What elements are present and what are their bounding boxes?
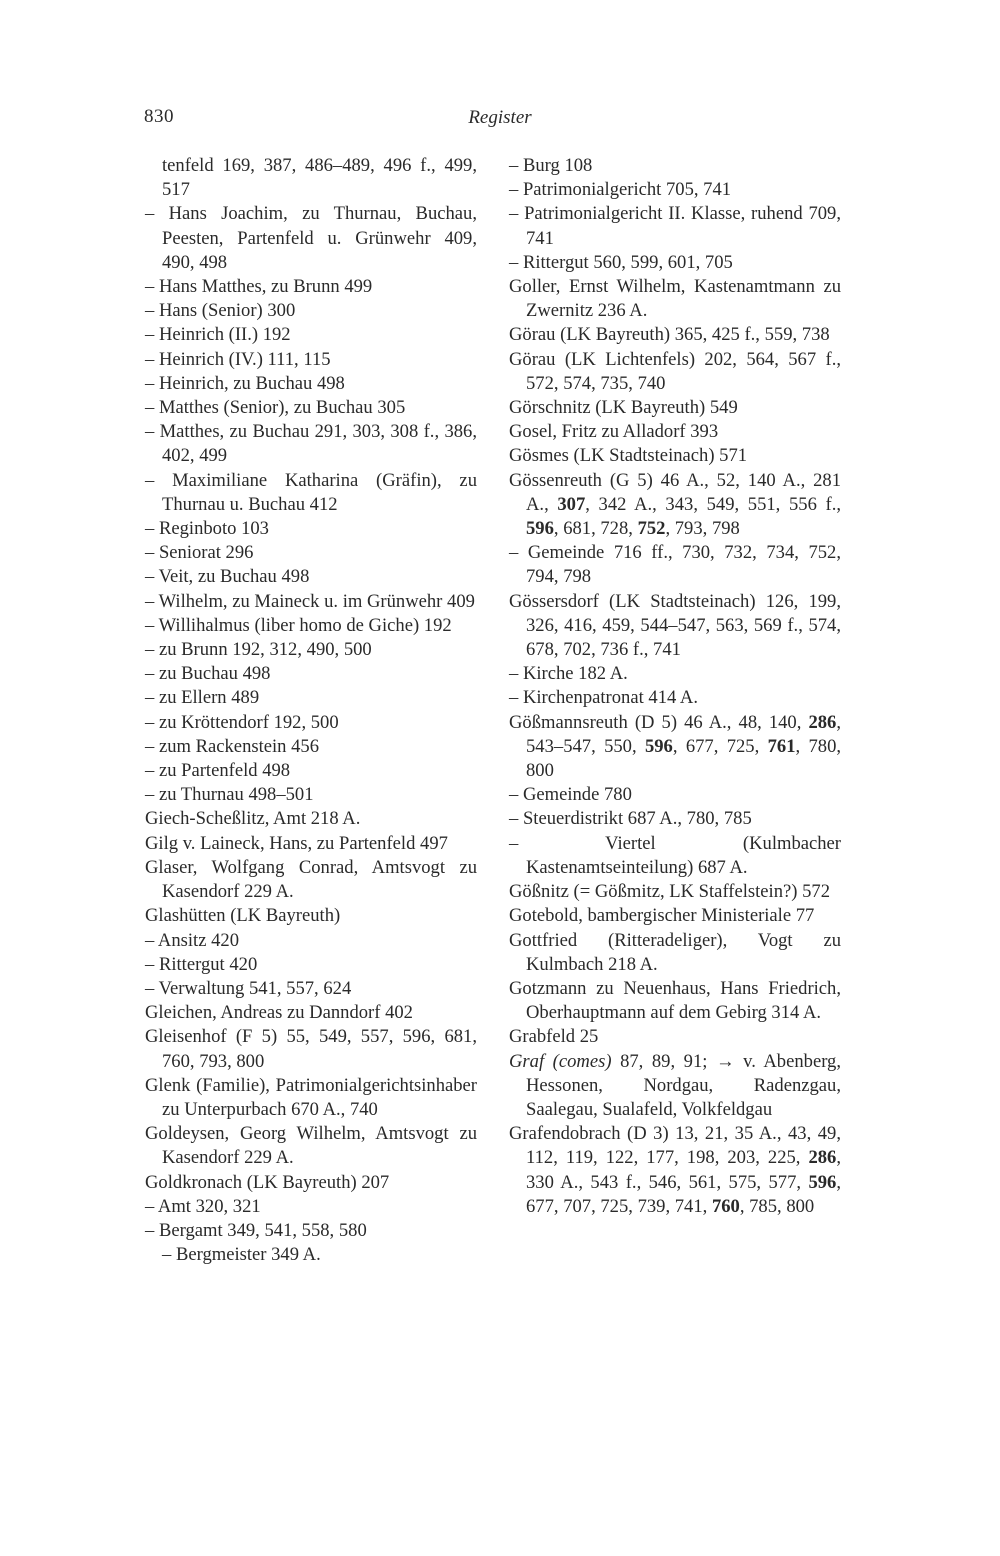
index-entry: Grafendobrach (D 3) 13, 21, 35 A., 43, 49, 112, 119, 122, 177, 198, 203, 225, 286, 330 A., 543 f., 546, 561, 575, 577, 596, 677, 707, 725, 739, 741, 760, 785, 800: [509, 1123, 841, 1217]
index-entry: Gößnitz (= Gößmitz, LK Staffelstein?) 572: [509, 881, 831, 903]
index-entry: – zu Kröttendorf 192, 500: [145, 711, 339, 733]
index-entry: – Patrimonialgericht 705, 741: [509, 179, 732, 201]
index-entry: – Hans (Senior) 300: [145, 300, 296, 322]
index-entry: Glaser, Wolfgang Conrad, Amtsvogt zu Kasendorf 229 A.: [145, 856, 477, 903]
index-entry: – Viertel (Kulmbacher Kastenamtseinteilung) 687 A.: [509, 832, 841, 878]
index-entry: – Reginboto 103: [145, 518, 269, 540]
index-entry: Görau (LK Lichtenfels) 202, 564, 567 f., 572, 574, 735, 740: [509, 348, 841, 394]
index-entry: – Steuerdistrikt 687 A., 780, 785: [509, 808, 752, 830]
index-entry: – zu Ellern 489: [145, 687, 260, 709]
index-entry: Gottfried (Ritteradeliger), Vogt zu Kulmbach 218 A.: [509, 929, 841, 975]
left-column: [145, 154, 477, 1267]
index-entry: – Heinrich (IV.) 111, 115: [145, 348, 331, 370]
index-entry: – zum Rackenstein 456: [145, 735, 320, 757]
index-entry: Gotebold, bambergischer Ministeriale 77: [509, 905, 815, 927]
index-entry: – Wilhelm, zu Maineck u. im Grünwehr 409: [145, 590, 475, 612]
index-entry: Gössenreuth (G 5) 46 A., 52, 140 A., 281 A., 307, 342 A., 343, 549, 551, 556 f., 596, 681, 728, 752, 793, 798: [509, 469, 841, 540]
index-entry: – Willihalmus (liber homo de Giche) 192: [145, 614, 452, 636]
index-entry: Gößmannsreuth (D 5) 46 A., 48, 140, 286, 543–547, 550, 596, 677, 725, 761, 780, 800: [509, 711, 842, 782]
index-entry: – Heinrich, zu Buchau 498: [145, 372, 345, 394]
index-entry: Gössersdorf (LK Stadtsteinach) 126, 199, 326, 416, 459, 544–547, 563, 569 f., 574, 678, 702, 736 f., 741: [509, 590, 841, 661]
index-entry: – Patrimonialgericht II. Klasse, ruhend 709, 741: [509, 203, 841, 249]
index-entry: Gleichen, Andreas zu Danndorf 402: [145, 1002, 413, 1024]
index-entry: Gotzmann zu Neuenhaus, Hans Friedrich, Oberhauptmann auf dem Gebirg 314 A.: [509, 977, 841, 1024]
index-entry: – Bergamt 349, 541, 558, 580: [145, 1219, 367, 1241]
index-entry: Gilg v. Laineck, Hans, zu Partenfeld 497: [145, 832, 448, 854]
index-entry: – zu Partenfeld 498: [145, 760, 291, 782]
index-entry: – Bergmeister 349 A.: [162, 1244, 321, 1266]
index-entry: – Hans Matthes, zu Brunn 499: [145, 276, 373, 298]
index-entry: – Amt 320, 321: [145, 1195, 261, 1217]
index-entry: Goller, Ernst Wilhelm, Kastenamtmann zu Zwernitz 236 A.: [509, 276, 841, 322]
index-entry: – Heinrich (II.) 192: [145, 324, 291, 346]
index-entry: – Burg 108: [509, 155, 593, 176]
index-entry: Görschnitz (LK Bayreuth) 549: [509, 397, 738, 419]
index-entry: – Gemeinde 780: [509, 784, 632, 806]
index-entry: Gösmes (LK Stadtsteinach) 571: [509, 445, 748, 467]
index-entry: – Gemeinde 716 ff., 730, 732, 734, 752, 794, 798: [509, 542, 841, 588]
index-entry: – Kirche 182 A.: [509, 663, 628, 685]
index-entry: – Veit, zu Buchau 498: [145, 566, 310, 588]
right-column: [509, 154, 841, 1219]
running-head: Register: [468, 107, 532, 128]
index-entry: – zu Buchau 498: [145, 663, 271, 685]
index-entry: Gosel, Fritz zu Alladorf 393: [509, 421, 719, 443]
index-entry: Gleisenhof (F 5) 55, 549, 557, 596, 681, 760, 793, 800: [145, 1026, 477, 1072]
index-entry: – Matthes, zu Buchau 291, 303, 308 f., 386, 402, 499: [145, 421, 477, 467]
page-number: 830: [144, 106, 174, 127]
index-entry: – Matthes (Senior), zu Buchau 305: [145, 397, 406, 419]
index-entry: – Hans Joachim, zu Thurnau, Buchau, Peesten, Partenfeld u. Grünwehr 409, 490, 498: [145, 203, 477, 273]
index-entry: – zu Brunn 192, 312, 490, 500: [145, 639, 372, 661]
index-entry: Giech-Scheßlitz, Amt 218 A.: [145, 808, 361, 830]
index-entry: Goldeysen, Georg Wilhelm, Amtsvogt zu Kasendorf 229 A.: [145, 1123, 477, 1169]
index-entry: Glashütten (LK Bayreuth): [145, 905, 341, 927]
index-entry: Glenk (Familie), Patrimonialgerichtsinhaber zu Unterpurbach 670 A., 740: [145, 1074, 477, 1120]
index-entry: – Rittergut 420: [145, 953, 258, 975]
index-entry: Goldkronach (LK Bayreuth) 207: [145, 1171, 390, 1193]
index-entry: – Ansitz 420: [145, 929, 240, 951]
index-entry: – Rittergut 560, 599, 601, 705: [509, 251, 733, 273]
index-entry: tenfeld 169, 387, 486–489, 496 f., 499, 517: [162, 155, 477, 201]
index-entry: Görau (LK Bayreuth) 365, 425 f., 559, 738: [509, 324, 830, 346]
index-entry: Graf (comes) 87, 89, 91; → v. Abenberg, Hessonen, Nordgau, Radenzgau, Saalegau, Sualafeld, Volkfeldgau: [509, 1050, 841, 1120]
index-entry: – Kirchenpatronat 414 A.: [509, 687, 698, 709]
index-entry: – zu Thurnau 498–501: [145, 784, 314, 806]
index-entry: – Seniorat 296: [145, 542, 254, 564]
index-entry: – Verwaltung 541, 557, 624: [145, 977, 352, 999]
index-entry: – Maximiliane Katharina (Gräfin), zu Thurnau u. Buchau 412: [145, 469, 477, 515]
index-entry: Grabfeld 25: [509, 1026, 599, 1048]
